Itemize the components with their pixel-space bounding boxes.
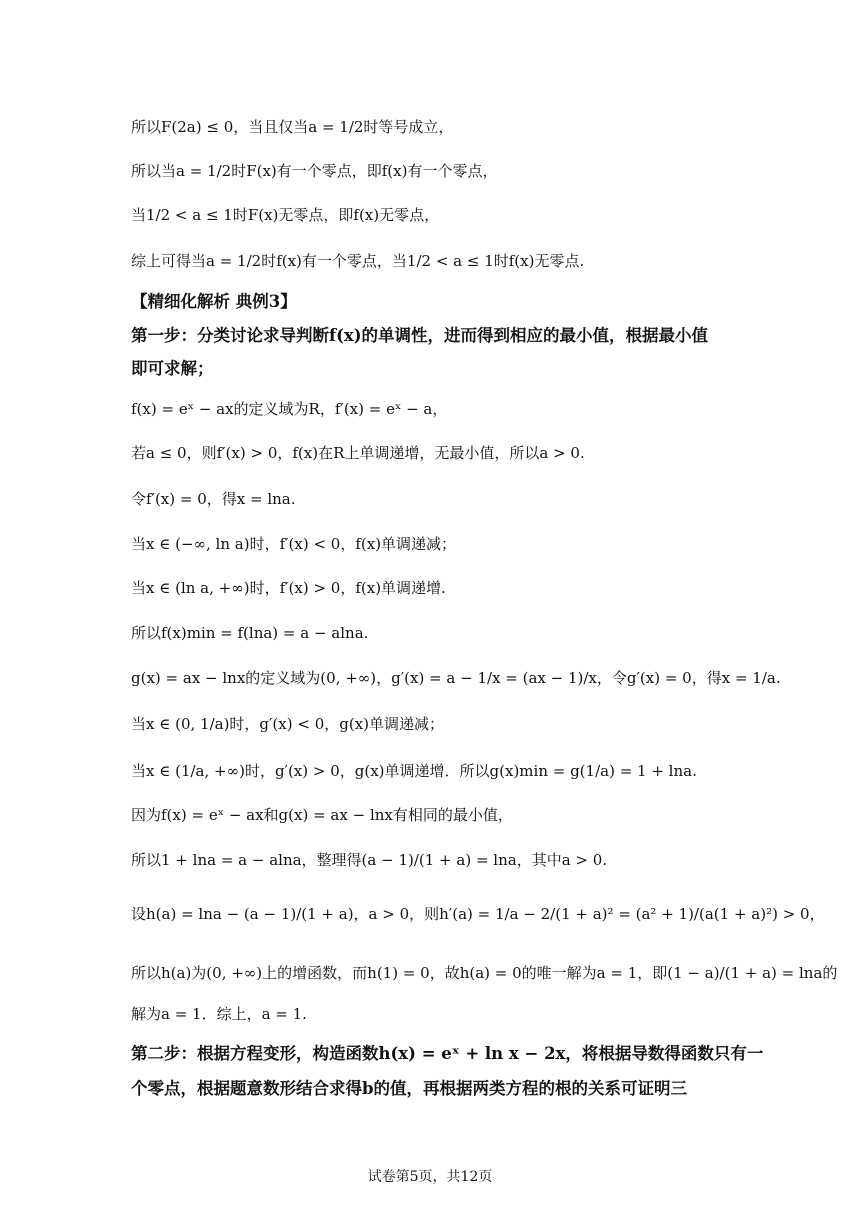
- text-line: 所以F(2a) ≤ 0，当且仅当a = 1/2时等号成立，: [131, 118, 454, 136]
- text-line: 综上可得当a = 1/2时f(x)有一个零点，当1/2 < a ≤ 1时f(x)无零点.: [131, 252, 585, 270]
- text-line: 令f′(x) = 0，得x = lna.: [131, 490, 296, 508]
- step-heading: 第二步：根据方程变形，构造函数h(x) = eˣ + ln x − 2x，将根据导数得函数只有一: [131, 1044, 764, 1063]
- text-line: g(x) = ax − lnx的定义域为(0, +∞)，g′(x) = a − 1/x = (ax − 1)/x，令g′(x) = 0，得x = 1/a.: [131, 669, 781, 687]
- step-heading-continued: 个零点，根据题意数形结合求得b的值，再根据两类方程的根的关系可证明三: [131, 1079, 688, 1098]
- text-line: 所以h(a)为(0, +∞)上的增函数，而h(1) = 0，故h(a) = 0的唯一解为a = 1，即(1 − a)/(1 + a) = lna的: [131, 964, 838, 982]
- text-line: 当x ∈ (1/a, +∞)时，g′(x) > 0，g(x)单调递增．所以g(x)min = g(1/a) = 1 + lna.: [131, 762, 697, 780]
- text-line: 设h(a) = lna − (a − 1)/(1 + a)，a > 0，则h′(a) = 1/a − 2/(1 + a)² = (a² + 1)/(a(1 + a)²) > 0，: [131, 905, 825, 923]
- page-footer: 试卷第5页，共12页: [367, 1169, 493, 1185]
- step-heading: 第一步：分类讨论求导判断f(x)的单调性，进而得到相应的最小值，根据最小值: [131, 326, 709, 345]
- text-line: 当1/2 < a ≤ 1时F(x)无零点，即f(x)无零点，: [131, 206, 440, 224]
- section-heading: 【精细化解析 典例3】: [131, 292, 297, 311]
- text-line: 当x ∈ (ln a, +∞)时，f′(x) > 0，f(x)单调递增.: [131, 579, 446, 597]
- text-line: f(x) = eˣ − ax的定义域为R，f′(x) = eˣ − a，: [131, 400, 448, 418]
- text-line: 因为f(x) = eˣ − ax和g(x) = ax − lnx有相同的最小值，: [131, 806, 513, 824]
- text-line: 当x ∈ (−∞, ln a)时，f′(x) < 0，f(x)单调递减；: [131, 535, 457, 553]
- text-line: 若a ≤ 0，则f′(x) > 0，f(x)在R上单调递增，无最小值，所以a > 0.: [131, 444, 585, 462]
- text-line: 所以当a = 1/2时F(x)有一个零点，即f(x)有一个零点，: [131, 162, 498, 180]
- step-heading-continued: 即可求解；: [131, 359, 214, 378]
- text-line: 所以f(x)min = f(lna) = a − alna.: [131, 624, 369, 642]
- text-line: 当x ∈ (0, 1/a)时，g′(x) < 0，g(x)单调递减；: [131, 715, 445, 733]
- text-line: 解为a = 1．综上，a = 1.: [131, 1005, 307, 1023]
- text-line: 所以1 + lna = a − alna，整理得(a − 1)/(1 + a) = lna，其中a > 0.: [131, 851, 608, 869]
